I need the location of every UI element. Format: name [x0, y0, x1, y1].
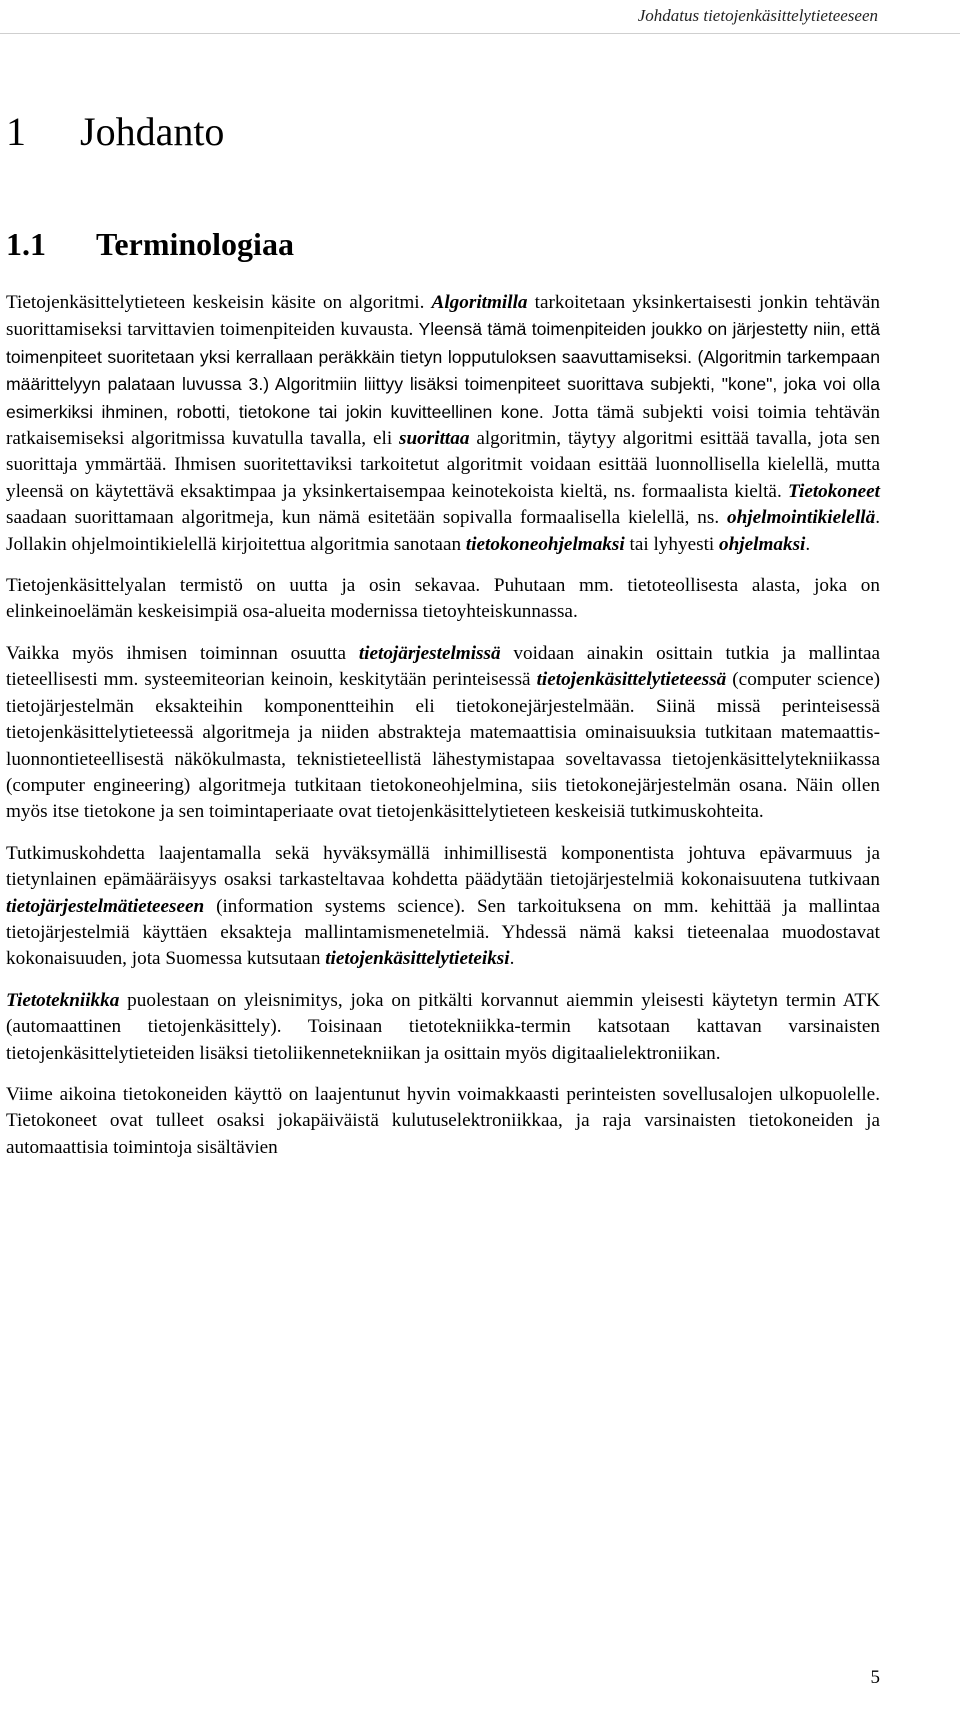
chapter-title: Johdanto: [80, 109, 225, 154]
term: suorittaa: [399, 428, 470, 450]
text-span: (computer science) tietojärjestelmän eksakteihin komponentteihin eli tietokonejärjestelmään. Siinä missä perinteisessä tietojenkäsittelytieteessä algoritmeja ja niiden abstrakteja matemaattisia ominaisuuksia tutkitaan matemaattis-luonnontieteellisestä näkökulmasta, teknistieteellistä lähestymistapaa soveltavassa tietojenkäsittelytekniikassa (computer engineering) algoritmeja tutkitaan tietokoneohjelmina, siis tietokonejärjestelmän osana. Näin ollen myös itse tietokone ja sen toimintaperiaate ovat tietojenkäsittelytieteen keskeisiä tutkimuskohteita.: [6, 669, 881, 823]
term: ohjelmaksi: [719, 533, 806, 555]
term: ohjelmointikielellä: [727, 507, 876, 529]
text-span: algoritmin, täytyy algoritmi esittää tavalla, jota sen suorittaja ymmärtää. Ihmisen suoritettaviksi tarkoitetut algoritmit voidaan esittää luonnollisella kielellä, mutta yleensä on käytettävä eksaktimpaa ja yksinkertaisempaa keinotekoista kieltä, ns. formaalista kieltä.: [6, 428, 880, 502]
term: tietojenkäsittelytieteessä: [536, 669, 727, 691]
text-span: Vaikka myös ihmisen toiminnan osuutta: [6, 642, 359, 664]
text-span: . Jollakin ohjelmointikielellä kirjoitettua algoritmia sanotaan: [6, 507, 880, 555]
text-span: puolestaan on yleisnimitys, joka on pitkälti korvannut aiemmin yleisesti käytetyn termin ATK (automaattinen tietojenkäsittely). Toisinaan tietotekniikka-termin katsotaan kattavan varsinaisten tietojenkäsittelytieteiden lisäksi tietoliikennetekniikan ja osittain myös digitaalielektroniikan.: [6, 989, 880, 1064]
section-heading: [6, 226, 294, 263]
text-span: voidaan ainakin osittain tutkia ja mallintaa tieteellisesti mm. systeemiteorian keinoin, keskitytään perinteisessä: [6, 642, 880, 691]
page-number: 5: [870, 1667, 880, 1688]
paragraph: [6, 573, 880, 626]
term: tietojärjestelmissä: [358, 642, 501, 664]
text-span: .: [805, 533, 811, 555]
text-span: .: [509, 948, 515, 970]
paragraph: [6, 1082, 880, 1161]
term: tietojärjestelmätieteeseen: [6, 895, 205, 917]
term: tietojenkäsittelytieteiksi: [325, 948, 510, 970]
chapter-number: 1: [6, 109, 26, 154]
text-span: Tietojenkäsittelyalan termistö on uutta ja osin sekavaa. Puhutaan mm. tietoteollisesta alasta, joka on elinkeinoelämän keskeisimpiä osa-alueita modernissa tietoyhteiskunnassa.: [6, 575, 880, 623]
text-span: (information systems science). Sen tarkoituksena on mm. kehittää ja mallintaa tietojärjestelmiä käyttäen eksakteja mallintamismenetelmiä. Yhdessä nämä kaksi tieteenalaa muodostavat kokonaisuuden, jota Suomessa kutsutaan: [6, 895, 880, 970]
term: Algoritmilla: [431, 292, 528, 313]
text-span: Tietojenkäsittelytieteen keskeisin käsite on algoritmi.: [6, 292, 432, 313]
header-divider: [0, 33, 960, 34]
text-span: saadaan suorittamaan algoritmeja, kun nämä esitetään sopivalla formaalisella kielellä, ns.: [6, 507, 728, 529]
term: Tietokoneet: [787, 480, 880, 502]
term: tietokoneohjelmaksi: [465, 533, 625, 555]
text-span: Viime aikoina tietokoneiden käyttö on laajentunut hyvin voimakkaasti perinteisten sovellusalojen ulkopuolelle. Tietokoneet ovat tulleet osaksi jokapäiväistä kulutuselektroniikkaa, ja raja varsinaisten tietokoneiden ja automaattisia toimintoja sisältävien: [6, 1083, 880, 1158]
section-title: Terminologiaa: [96, 226, 294, 262]
paragraph: [6, 290, 880, 558]
text-span: tai lyhyesti: [624, 533, 720, 555]
paragraph: [6, 641, 880, 826]
running-header: Johdatus tietojenkäsittelytieteeseen: [637, 6, 878, 25]
text-span: Tutkimuskohdetta laajentamalla sekä hyväksymällä inhimillisestä komponentista johtuva epävarmuus ja tietynlainen epämääräisyys osaksi tarkasteltavaa kohdetta päädytään tietojärjestelmiä kokonaisuutena tutkivaan: [6, 842, 880, 891]
text-span: Jotta tämä subjekti voisi toimia tehtävän ratkaisemiseksi algoritmissa kuvatulla tavalla, eli: [6, 401, 880, 450]
paragraph: [6, 841, 880, 973]
paragraph: [6, 988, 880, 1067]
chapter-heading: [6, 108, 224, 155]
text-span: tarkoitetaan yksinkertaisesti jonkin tehtävän suorittamiseksi tarvittavien toimenpiteiden kuvausta.: [6, 292, 880, 341]
text-span: Yleensä tämä toimenpiteiden joukko on järjestetty niin, että toimenpiteet suoritetaan yksi kerrallaan peräkkäin tietyn lopputuloksen saavuttamiseksi. (Algoritmin tarkempaan määrittelyyn palataan luvussa 3.) Algoritmiin liittyy lisäksi toimenpiteet suorittava subjekti, "kone", joka voi olla esimerkiksi ihminen, robotti, tietokone tai jokin kuvitteellinen kone.: [6, 319, 880, 422]
section-number: 1.1: [6, 226, 46, 262]
term: Tietotekniikka: [6, 989, 120, 1011]
body-text: [6, 290, 880, 1176]
